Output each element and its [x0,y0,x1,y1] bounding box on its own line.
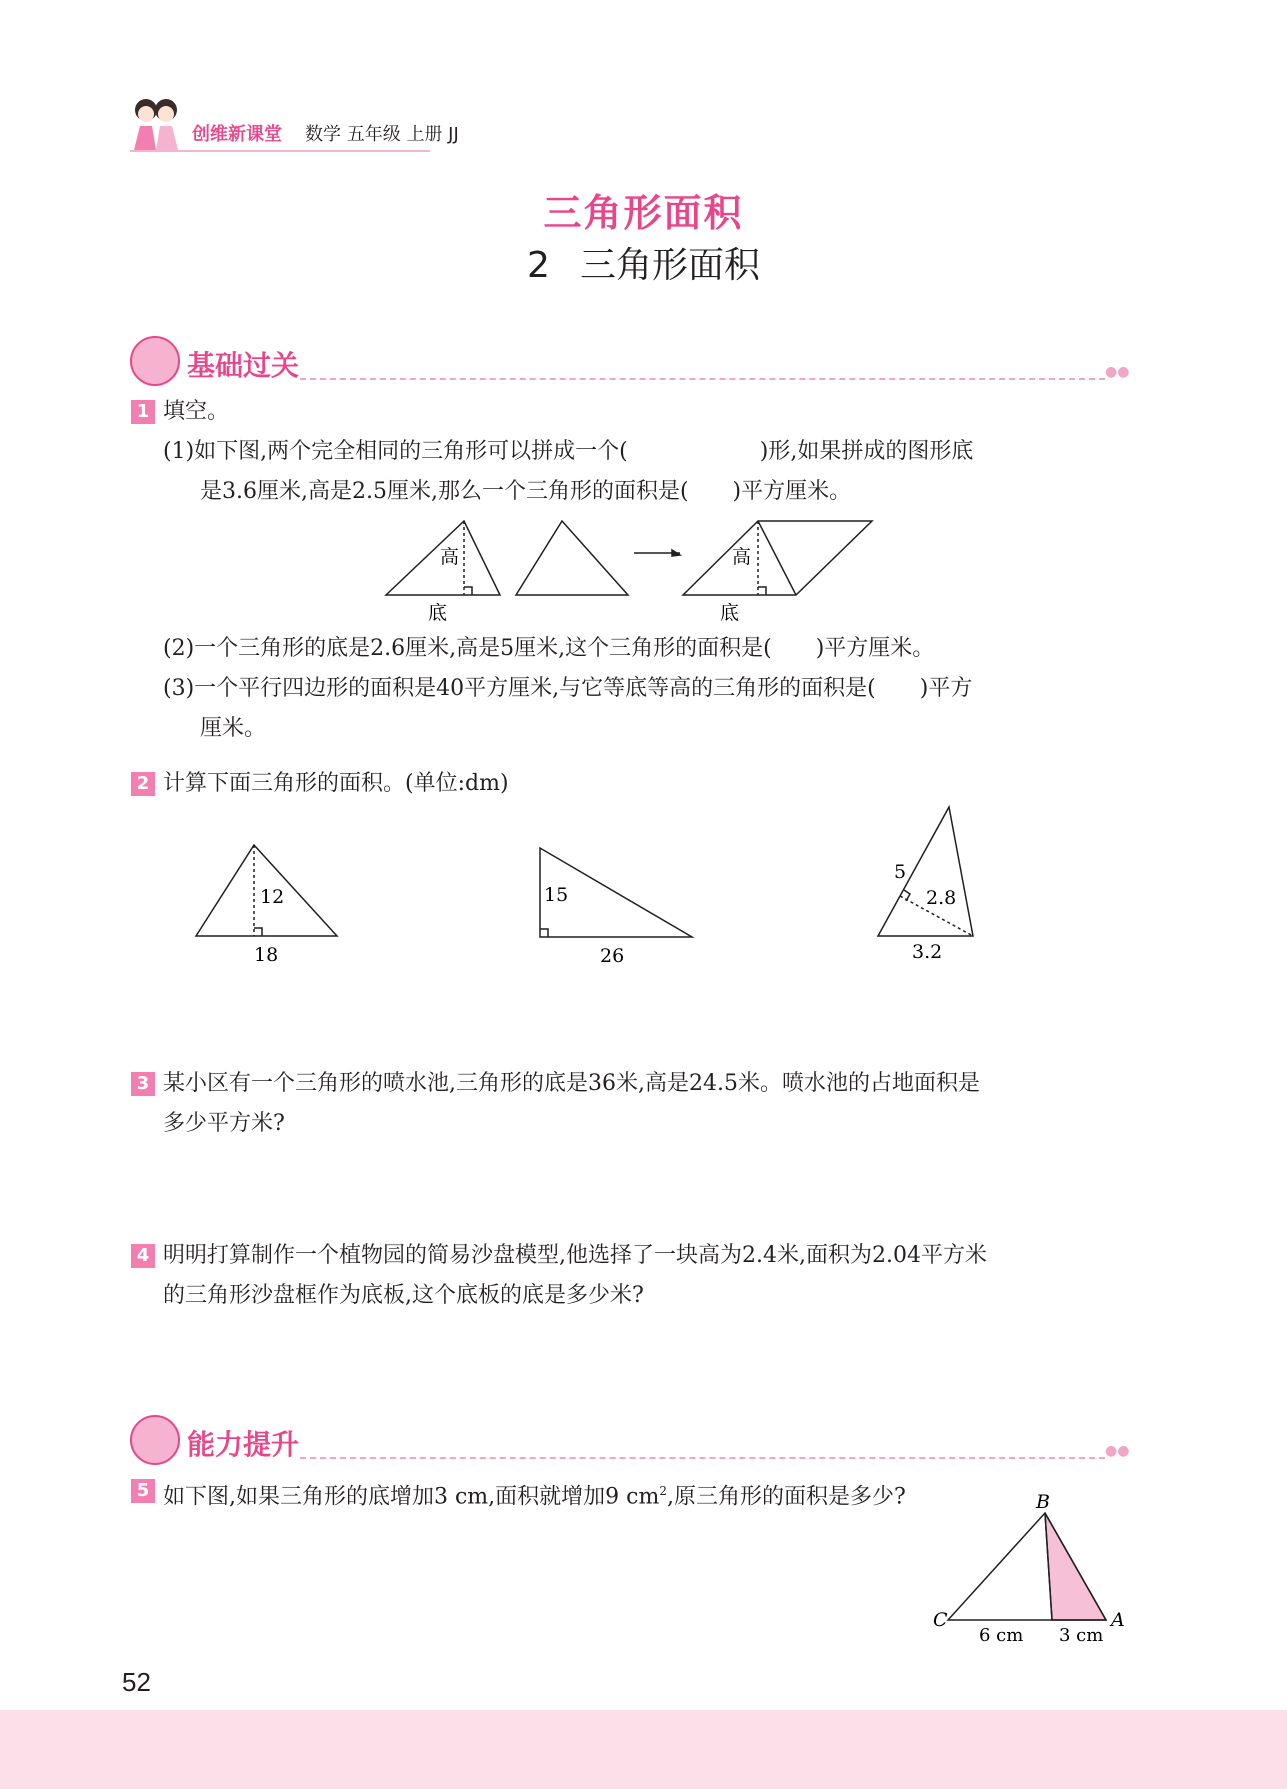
section-dots-icon-2: ●● [1105,1443,1130,1459]
q5-text [163,1475,906,1513]
t3-height: 2.8 [926,887,957,909]
q2-triangle-3 [870,800,1000,970]
t2-base: 26 [600,945,625,967]
lesson-title [0,237,1287,288]
lesson-name: 三角形面积 [579,245,760,286]
page-number: 52 [122,1667,151,1697]
label-A: A [1111,1609,1125,1631]
section-rule-2 [300,1457,1105,1459]
q1-part3-line1: (3)一个平行四边形的面积是40平方厘米,与它等底等高的三角形的面积是( )平方 [163,676,973,701]
q1-stem: 填空。 [163,399,230,424]
t2-height: 15 [544,884,569,906]
header-meta: 数学 五年级 上册 JJ [305,124,459,145]
section-title-basic: 基础过关 [187,349,300,382]
seg-3cm: 3 cm [1059,1625,1104,1645]
q4-line2: 的三角形沙盘框作为底板,这个底板的底是多少米? [163,1283,644,1308]
question-number-5: 5 [131,1479,155,1503]
q5-superscript: 2 [659,1484,667,1498]
q1-part1-line1: (1)如下图,两个完全相同的三角形可以拼成一个( )形,如果拼成的图形底 [163,439,974,464]
q3-line1: 某小区有一个三角形的喷水池,三角形的底是36米,高是24.5米。喷水池的占地面积是 [163,1071,980,1096]
q1-part3-line2: 厘米。 [200,716,267,741]
q1-figure [380,515,880,625]
q5-text-b: ,原三角形的面积是多少? [666,1484,906,1510]
unit-title: 三角形面积 [543,191,744,235]
question-number-1: 1 [131,400,155,424]
question-number-2: 2 [131,772,155,796]
q1-part1-line2: 是3.6厘米,高是2.5厘米,那么一个三角形的面积是( )平方厘米。 [200,479,852,504]
t3-side: 5 [894,861,907,883]
q5-text-a: 如下图,如果三角形的底增加3 cm,面积就增加9 cm [163,1484,660,1510]
q4-line1: 明明打算制作一个植物园的简易沙盘模型,他选择了一块高为2.4米,面积为2.04平方米 [163,1243,987,1268]
fig-base-label-2: 底 [720,602,740,624]
mascot-logo [126,92,186,152]
header-divider [130,150,430,152]
section-rule [300,378,1105,380]
section-icon-advanced [130,1415,180,1465]
lesson-number: 2 [527,245,550,286]
footer-band [0,1710,1287,1789]
header-brand: 创维新课堂 [192,124,282,145]
fig-base-label-1: 底 [428,602,448,624]
label-B: B [1036,1491,1050,1513]
question-number-3: 3 [131,1072,155,1096]
q2-triangle-2 [530,840,700,970]
q1-part2: (2)一个三角形的底是2.6厘米,高是5厘米,这个三角形的面积是( )平方厘米。 [163,636,935,661]
q2-triangle-1 [190,835,350,970]
question-number-4: 4 [131,1244,155,1268]
q5-figure [925,1485,1135,1645]
section-dots-icon: ●● [1105,364,1130,380]
fig-height-label-2: 高 [732,546,752,568]
t3-base: 3.2 [912,941,943,963]
t1-height: 12 [260,886,285,908]
q3-line2: 多少平方米? [163,1111,285,1136]
seg-6cm: 6 cm [979,1625,1024,1645]
section-icon-basic [130,336,180,386]
q2-stem: 计算下面三角形的面积。(单位:dm) [163,771,509,796]
section-title-advanced: 能力提升 [187,1428,300,1461]
t1-base: 18 [254,944,279,966]
fig-height-label-1: 高 [440,546,460,568]
label-C: C [933,1609,948,1631]
